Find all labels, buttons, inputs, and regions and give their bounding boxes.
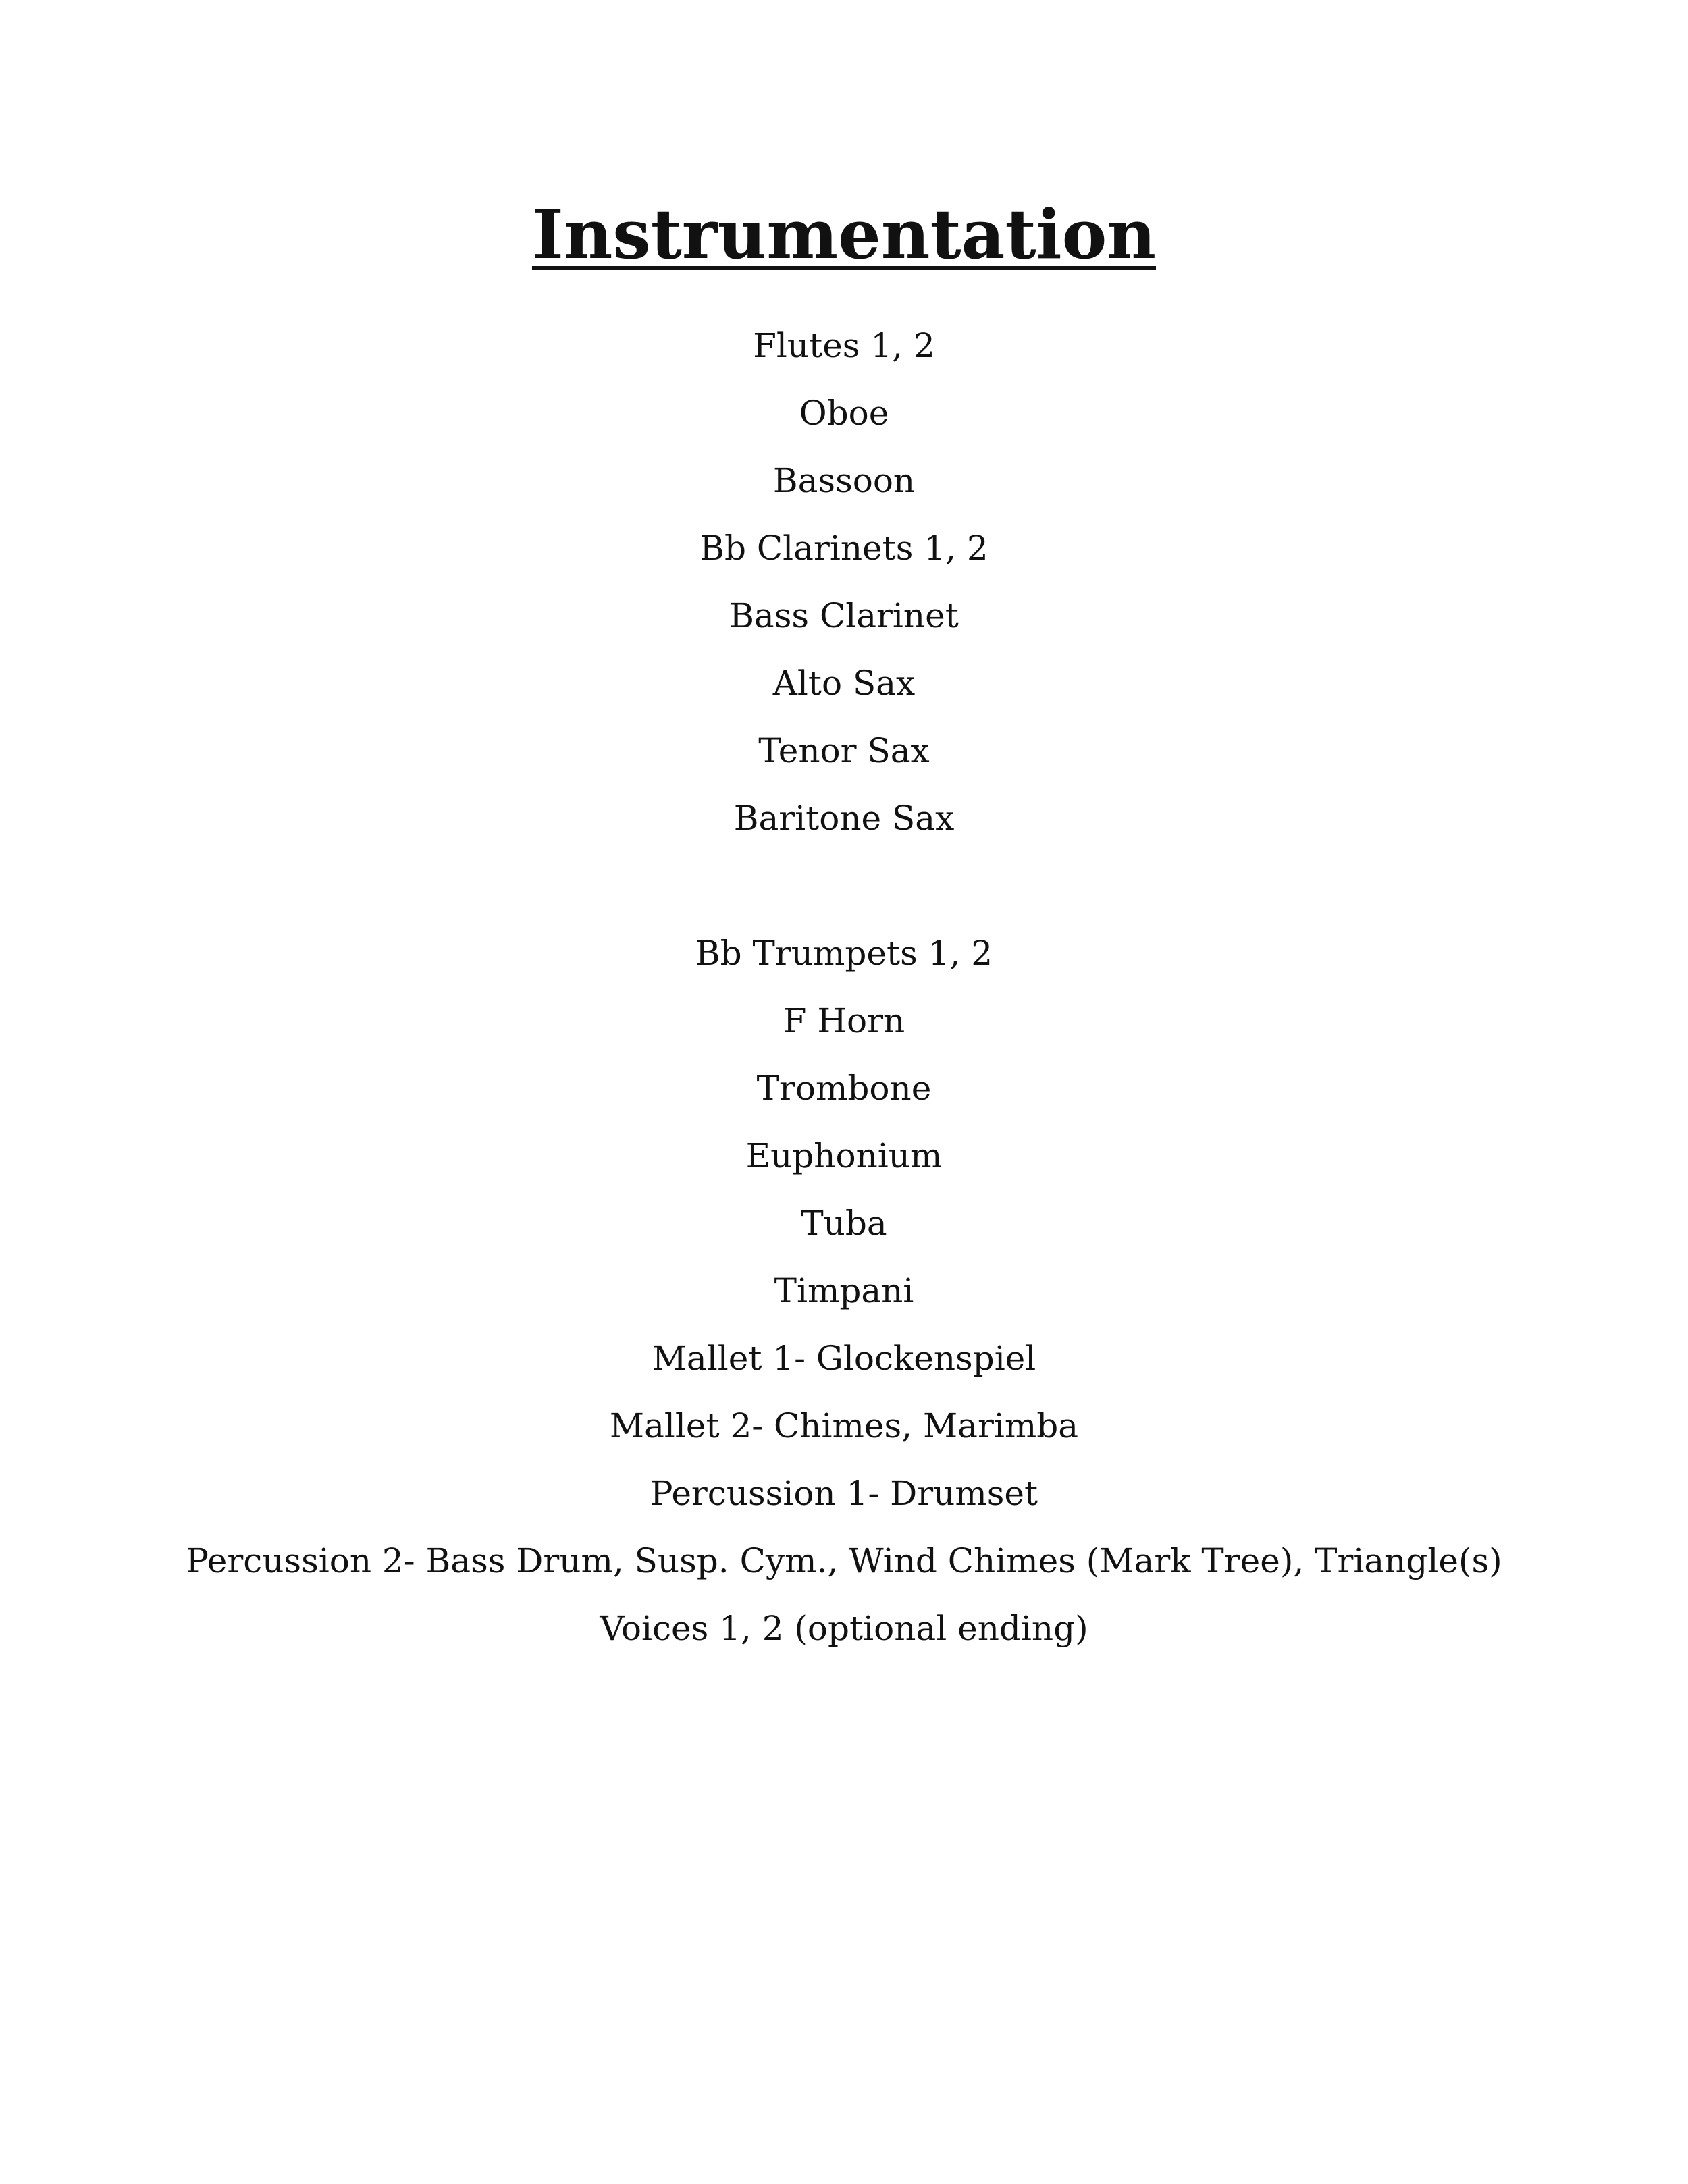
instrument-item: Baritone Sax bbox=[733, 799, 955, 838]
instrument-item: Timpani bbox=[774, 1271, 914, 1310]
instrument-item: Alto Sax bbox=[772, 664, 916, 703]
instrument-item: Tuba bbox=[801, 1204, 887, 1243]
instrument-item: Mallet 1- Glockenspiel bbox=[652, 1339, 1036, 1378]
instrument-item: Bassoon bbox=[772, 461, 916, 500]
instrument-item: Bb Clarinets 1, 2 bbox=[700, 529, 988, 568]
instrument-item: Oboe bbox=[799, 394, 889, 433]
instrument-list bbox=[0, 312, 1688, 1662]
instrument-item: Voices 1, 2 (optional ending) bbox=[600, 1609, 1088, 1648]
instrument-item: Bb Trumpets 1, 2 bbox=[695, 934, 993, 973]
brass-percussion-group bbox=[0, 920, 1688, 1662]
instrument-item: Flutes 1, 2 bbox=[753, 326, 935, 365]
instrument-item: F Horn bbox=[783, 1001, 905, 1040]
woodwinds-group bbox=[0, 312, 1688, 852]
instrument-item: Bass Clarinet bbox=[729, 596, 959, 635]
instrument-item: Euphonium bbox=[745, 1136, 943, 1175]
instrument-item: Tenor Sax bbox=[758, 731, 930, 770]
instrument-item: Mallet 2- Chimes, Marimba bbox=[609, 1406, 1079, 1445]
page-title: Instrumentation bbox=[531, 194, 1157, 274]
section-gap bbox=[0, 852, 1688, 920]
instrument-item: Percussion 1- Drumset bbox=[650, 1474, 1038, 1513]
instrument-item: Trombone bbox=[756, 1069, 932, 1108]
instrument-item: Percussion 2- Bass Drum, Susp. Cym., Wind Chimes (Mark Tree), Triangle(s) bbox=[186, 1541, 1502, 1580]
